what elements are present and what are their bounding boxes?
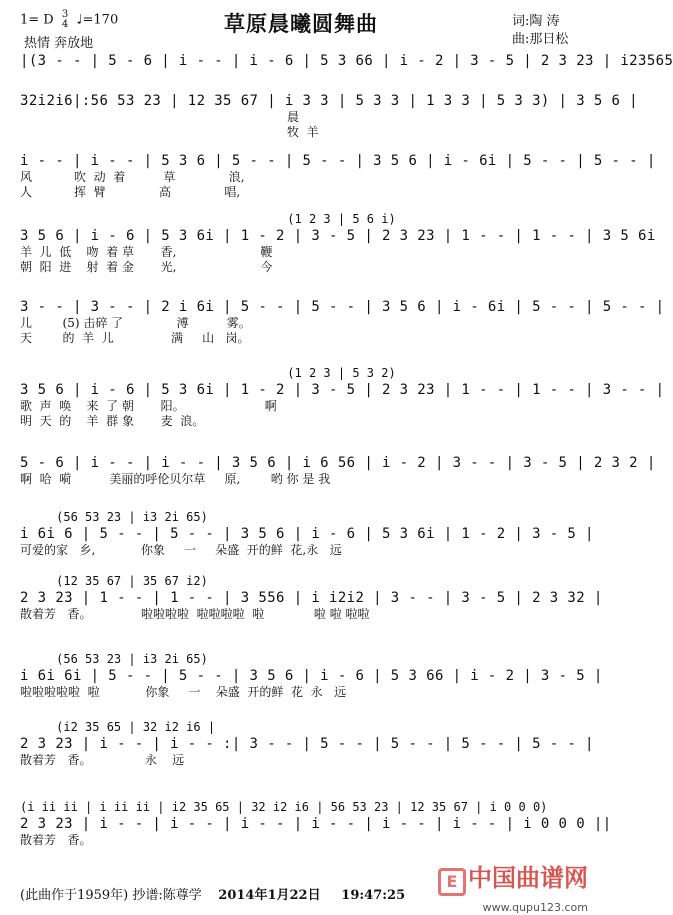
bracket-annotation: (i ii ii | i ii ii | i2 35 65 | 32 i2 i6 | 56 53 23 | 12 35 67 | i 0 0 0) [20, 800, 548, 814]
lyrics-verse-2: 天 的 羊 儿 满 山 岗。 [20, 331, 250, 345]
lyrics-verse-1: 可爱的家 乡, 你象 一 朵盛 开的鲜 花,永 远 [20, 543, 342, 557]
score-system [20, 366, 665, 429]
bracket-annotation: (1 2 3 | 5 3 2) [20, 366, 396, 380]
time-signature-top: 3 [61, 9, 69, 20]
lyrics-verse-1: 风 吹 动 着 草 浪, [20, 170, 245, 184]
notation-line: 32i2i6|:56 53 23 | 12 35 67 | i 3 3 | 5 3 3 | 1 3 3 | 5 3 3) | 3 5 6 | [20, 93, 639, 109]
footer-date: 2014年1月22日 [218, 888, 321, 903]
score-system [20, 652, 603, 700]
lyrics-verse-1: 啦啦啦啦啦 啦 你象 一 朵盛 开的鲜 花 永 远 [20, 685, 347, 699]
notation-line: 3 5 6 | i - 6 | 5 3 6i | 1 - 2 | 3 - 5 | 2 3 23 | 1 - - | 1 - - | 3 - - | [20, 382, 665, 398]
lyricist: 词:陶 涛 [512, 14, 560, 29]
lyrics-verse-2: 人 挥 臂 高 唱, [20, 185, 241, 199]
bracket-annotation: (1 2 3 | 5 6 i) [20, 212, 396, 226]
score-system [20, 510, 594, 558]
notation-line: |(3 - - | 5 - 6 | i - - | i - 6 | 5 3 66 | i - 2 | 3 - 5 | 2 3 23 | i23565 [20, 53, 673, 69]
lyrics-verse-1: 散着芳 香。 永 远 [20, 753, 185, 767]
score-system [20, 52, 673, 70]
site-logo-icon: E [438, 868, 466, 896]
notation-line: i 6i 6i | 5 - - | 5 - - | 3 5 6 | i - 6 | 5 3 66 | i - 2 | 3 - 5 | [20, 668, 603, 684]
lyrics-verse-1: 羊 儿 低 吻 着 草 香, 鞭 [20, 245, 273, 259]
score-system [20, 212, 656, 275]
bracket-annotation: (i2 35 65 | 32 i2 i6 | [20, 720, 216, 734]
notation-line: i 6i 6 | 5 - - | 5 - - | 3 5 6 | i - 6 | 5 3 6i | 1 - 2 | 3 - 5 | [20, 526, 594, 542]
key-signature: 1= D 3 4 ♩=170 [20, 9, 119, 30]
lyrics-verse-1: 晨 [20, 110, 300, 124]
footer-note: (此曲作于1959年) 抄谱:陈尊学 [20, 888, 202, 903]
notation-line: 3 - - | 3 - - | 2 i 6i | 5 - - | 5 - - | 3 5 6 | i - 6i | 5 - - | 5 - - | [20, 299, 665, 315]
composer: 曲:那日松 [512, 32, 569, 47]
notation-line: 2 3 23 | 1 - - | 1 - - | 3 556 | i i2i2 | 3 - - | 3 - 5 | 2 3 32 | [20, 590, 603, 606]
bracket-annotation: (56 53 23 | i3 2i 65) [20, 510, 208, 524]
score-system [20, 454, 656, 487]
notation-line: 2 3 23 | i - - | i - - :| 3 - - | 5 - - | 5 - - | 5 - - | 5 - - | [20, 736, 594, 752]
score-system [20, 720, 594, 768]
notation-line: 2 3 23 | i - - | i - - | i - - | i - - | i - - | i - - | i 0 0 0 || [20, 816, 612, 832]
score-system [20, 298, 665, 346]
bracket-annotation: (56 53 23 | i3 2i 65) [20, 652, 208, 666]
notation-line: 3 5 6 | i - 6 | 5 3 6i | 1 - 2 | 3 - 5 | 2 3 23 | 1 - - | 1 - - | 3 5 6i [20, 228, 656, 244]
tempo-mark: ♩=170 [76, 12, 119, 28]
score-system [20, 152, 656, 200]
lyrics-verse-2: 朝 阳 进 射 着 金 光, 今 [20, 260, 273, 274]
page-title: 草原晨曦圆舞曲 [224, 11, 378, 36]
score-system [20, 800, 612, 848]
lyrics-verse-1: 儿 (5) 击碎 了 溥 雾。 [20, 316, 251, 330]
footer [20, 884, 405, 903]
lyrics-verse-1: 啊 哈 嗬 美丽的呼伦贝尔草 原, 哟 你 是 我 [20, 472, 331, 486]
score-system [20, 574, 603, 622]
notation-line: i - - | i - - | 5 3 6 | 5 - - | 5 - - | 3 5 6 | i - 6i | 5 - - | 5 - - | [20, 153, 656, 169]
lyrics-verse-1: 散着芳 香。 [20, 833, 92, 847]
lyrics-verse-2: 牧 羊 [20, 125, 319, 139]
mood-mark: 热情 奔放地 [24, 36, 94, 51]
score-system [20, 92, 639, 140]
notation-line: 5 - 6 | i - - | i - - | 3 5 6 | i 6 56 | i - 2 | 3 - - | 3 - 5 | 2 3 2 | [20, 455, 656, 471]
lyrics-verse-1: 歌 声 唤 来 了 朝 阳。 啊 [20, 399, 277, 413]
bracket-annotation: (12 35 67 | 35 67 i2) [20, 574, 208, 588]
watermark-url: www.qupu123.com [482, 900, 588, 914]
watermark-site-name: 中国曲谱网 [468, 864, 588, 892]
footer-time: 19:47:25 [341, 888, 406, 903]
lyrics-verse-1: 散着芳 香。 啦啦啦啦 啦啦啦啦 啦 啦 啦 啦啦 [20, 607, 370, 621]
watermark [438, 858, 588, 915]
time-signature-bottom: 4 [61, 19, 69, 30]
lyrics-verse-2: 明 天 的 羊 群 象 麦 浪。 [20, 414, 205, 428]
